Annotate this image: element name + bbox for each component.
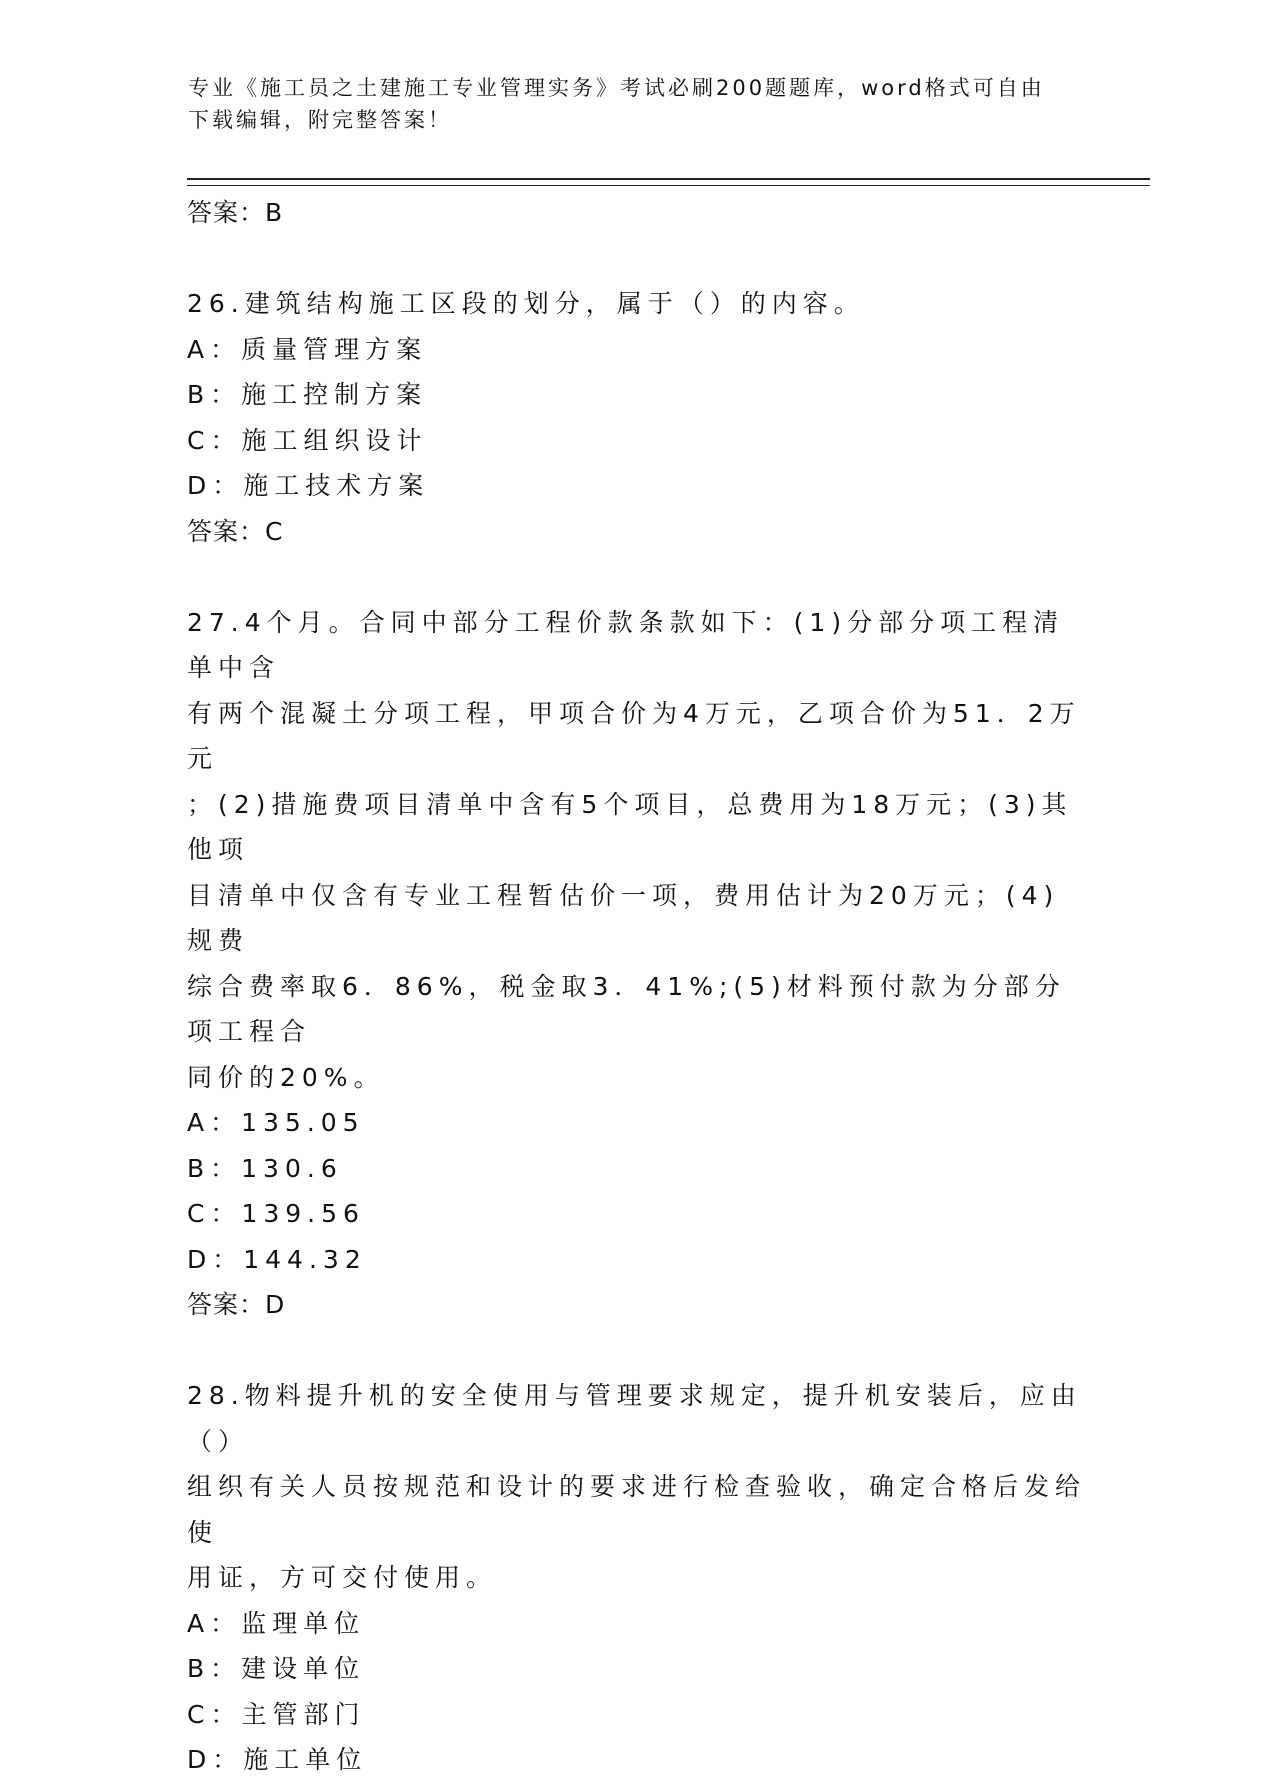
option-a: A：质量管理方案 xyxy=(187,334,428,364)
document-body xyxy=(187,190,1087,1783)
header-divider xyxy=(187,178,1150,186)
question-text-line: 同价的20%。 xyxy=(187,1062,385,1092)
question-26 xyxy=(187,281,1087,554)
option-a: A：监理单位 xyxy=(187,1608,366,1638)
document-header xyxy=(188,72,1088,136)
header-line-1: 专业《施工员之土建施工专业管理实务》考试必刷200题题库，word格式可自由 xyxy=(188,76,1045,100)
question-text-line: 目清单中仅含有专业工程暂估价一项，费用估计为20万元；(4)规费 xyxy=(187,880,1060,955)
question-28 xyxy=(187,1373,1087,1783)
header-line-2: 下载编辑，附完整答案！ xyxy=(188,108,452,132)
question-text-line: 组织有关人员按规范和设计的要求进行检查验收，确定合格后发给使 xyxy=(187,1472,1087,1547)
option-c: C：139.56 xyxy=(187,1199,365,1228)
option-b: B：建设单位 xyxy=(187,1654,366,1683)
answer-26: 答案：C xyxy=(187,516,284,546)
question-text-line: ；(2)措施费项目清单中含有5个项目，总费用为18万元；(3)其他项 xyxy=(187,789,1073,864)
option-b: B：施工控制方案 xyxy=(187,380,428,409)
option-d: D：施工技术方案 xyxy=(187,471,430,500)
question-text-line: 用证，方可交付使用。 xyxy=(187,1563,498,1592)
question-27 xyxy=(187,600,1087,1328)
question-text: 26.建筑结构施工区段的划分，属于（）的内容。 xyxy=(187,289,865,318)
question-text-line: 综合费率取6．86%，税金取3．41%;(5)材料预付款为分部分项工程合 xyxy=(187,971,1066,1046)
option-a: A：135.05 xyxy=(187,1108,365,1137)
spacer xyxy=(187,235,1087,281)
option-d: D：144.32 xyxy=(187,1244,367,1274)
question-text-line: 有两个混凝土分项工程，甲项合价为4万元，乙项合价为51．2万元 xyxy=(187,698,1081,773)
option-b: B：130.6 xyxy=(187,1153,343,1183)
answer-25: 答案：B xyxy=(187,198,284,227)
option-d: D：施工单位 xyxy=(187,1745,368,1774)
option-c: C：施工组织设计 xyxy=(187,425,428,455)
spacer xyxy=(187,554,1087,600)
question-text-line: 28.物料提升机的安全使用与管理要求规定，提升机安装后，应由（） xyxy=(187,1381,1082,1456)
spacer xyxy=(187,1327,1087,1373)
option-c: C：主管部门 xyxy=(187,1699,366,1729)
answer-27: 答案：D xyxy=(187,1290,286,1319)
question-text-line: 27.4个月。合同中部分工程价款条款如下：(1)分部分项工程清单中含 xyxy=(187,607,1065,682)
